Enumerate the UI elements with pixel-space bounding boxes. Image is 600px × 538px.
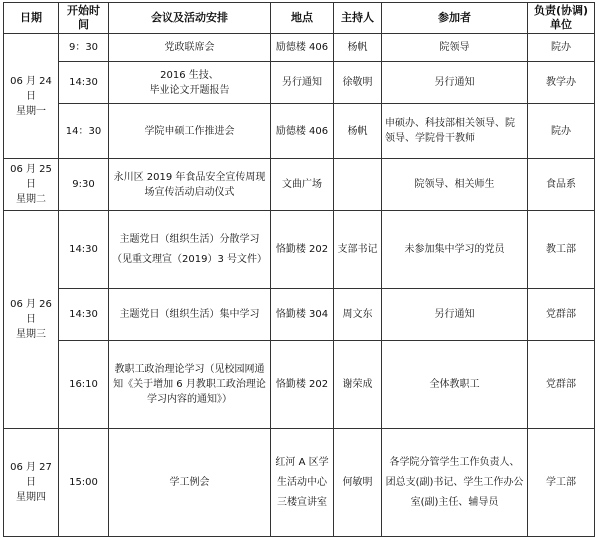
location-cell: 文曲广场 <box>271 159 334 211</box>
location-cell: 恪勤楼 202 <box>271 341 334 429</box>
location-cell: 另行通知 <box>271 62 334 104</box>
unit-cell: 食品系 <box>528 159 595 211</box>
participants-cell: 全体教职工 <box>382 341 528 429</box>
schedule-table <box>3 2 595 537</box>
weekday-text: 星期一 <box>16 105 46 117</box>
time-cell: 14：30 <box>59 104 109 159</box>
header-event: 会议及活动安排 <box>109 3 271 34</box>
time-cell: 14:30 <box>59 289 109 341</box>
date-cell <box>4 159 59 211</box>
location-cell: 励德楼 406 <box>271 34 334 62</box>
date-cell <box>4 34 59 159</box>
event-cell: 主题党日（组织生活）分散学习（见重文理宣（2019）3 号文件） <box>109 211 271 289</box>
table-row <box>4 211 595 289</box>
table-row <box>4 34 595 62</box>
weekday-text: 星期三 <box>16 329 46 340</box>
participants-cell: 未参加集中学习的党员 <box>382 211 528 289</box>
table-row <box>4 289 595 341</box>
table-row <box>4 104 595 159</box>
host-cell: 杨帆 <box>334 104 382 159</box>
event-cell: 永川区 2019 年食品安全宣传周现场宣传活动启动仪式 <box>109 159 271 211</box>
location-cell: 红河 A 区学生活动中心三楼宣讲室 <box>271 429 334 537</box>
unit-cell: 教学办 <box>528 62 595 104</box>
unit-cell: 院办 <box>528 104 595 159</box>
host-cell: 徐敬明 <box>334 62 382 104</box>
date-text: 06 月 25 日 <box>10 164 52 190</box>
table-row <box>4 62 595 104</box>
event-cell: 2016 生技、 毕业论文开题报告 <box>109 62 271 104</box>
time-cell: 14:30 <box>59 211 109 289</box>
date-cell <box>4 429 59 537</box>
date-text: 06 月 27 日 <box>10 462 52 488</box>
participants-cell: 院领导、相关师生 <box>382 159 528 211</box>
date-text: 06 月 26 日 <box>10 299 52 325</box>
host-cell: 谢荣成 <box>334 341 382 429</box>
host-cell: 支部书记 <box>334 211 382 289</box>
participants-cell: 另行通知 <box>382 289 528 341</box>
location-cell: 恪勤楼 304 <box>271 289 334 341</box>
participants-cell: 申硕办、科技部相关领导、院领导、学院骨干教师 <box>382 104 528 159</box>
time-cell: 9：30 <box>59 34 109 62</box>
time-cell: 15:00 <box>59 429 109 537</box>
date-cell <box>4 211 59 429</box>
unit-cell: 党群部 <box>528 341 595 429</box>
unit-cell: 教工部 <box>528 211 595 289</box>
header-location: 地点 <box>271 3 334 34</box>
unit-cell: 党群部 <box>528 289 595 341</box>
weekday-text: 星期二 <box>16 194 46 205</box>
participants-cell: 院领导 <box>382 34 528 62</box>
header-host: 主持人 <box>334 3 382 34</box>
time-cell: 16:10 <box>59 341 109 429</box>
host-cell: 何敏明 <box>334 429 382 537</box>
event-cell: 学工例会 <box>109 429 271 537</box>
header-date: 日期 <box>4 3 59 34</box>
time-cell: 9:30 <box>59 159 109 211</box>
participants-cell: 各学院分管学生工作负责人、团总支(副)书记、学生工作办公室(副)主任、辅导员 <box>382 429 528 537</box>
header-row <box>4 3 595 34</box>
event-cell: 教职工政治理论学习（见校园网通知《关于增加 6 月教职工政治理论学习内容的通知》） <box>109 341 271 429</box>
location-cell: 励德楼 406 <box>271 104 334 159</box>
time-cell: 14:30 <box>59 62 109 104</box>
unit-cell: 院办 <box>528 34 595 62</box>
participants-cell: 另行通知 <box>382 62 528 104</box>
host-cell <box>334 159 382 211</box>
event-cell: 学院申硕工作推进会 <box>109 104 271 159</box>
event-cell: 党政联席会 <box>109 34 271 62</box>
date-text: 06 月 24 日 <box>10 75 52 102</box>
host-cell: 周文东 <box>334 289 382 341</box>
table-row <box>4 159 595 211</box>
location-cell: 恪勤楼 202 <box>271 211 334 289</box>
host-cell: 杨帆 <box>334 34 382 62</box>
event-cell: 主题党日（组织生活）集中学习 <box>109 289 271 341</box>
table-row <box>4 429 595 537</box>
unit-cell: 学工部 <box>528 429 595 537</box>
header-start-time: 开始时间 <box>59 3 109 34</box>
table-row <box>4 341 595 429</box>
weekday-text: 星期四 <box>16 492 46 503</box>
header-participants: 参加者 <box>382 3 528 34</box>
header-unit: 负责(协调)单位 <box>528 3 595 34</box>
